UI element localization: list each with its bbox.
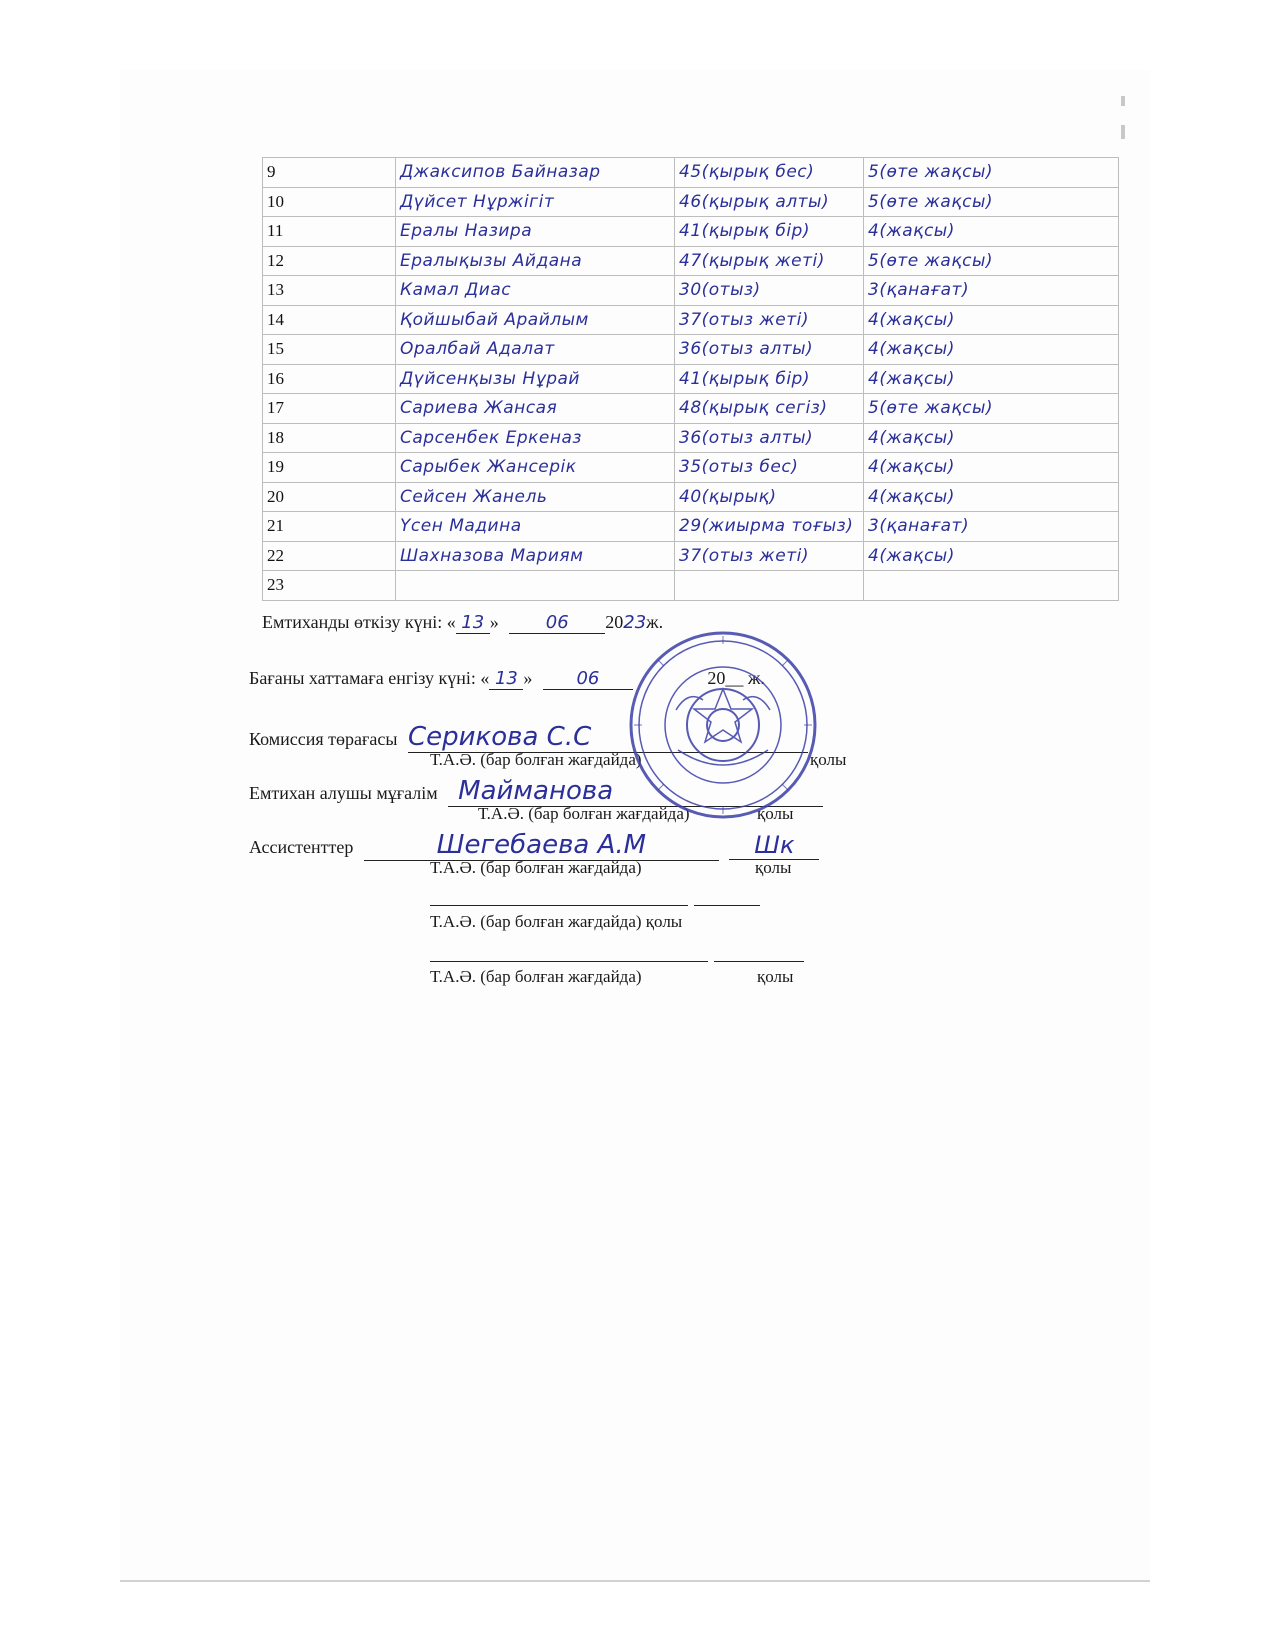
student-grade: 3(қанағат) xyxy=(864,512,1119,542)
assistants-line xyxy=(249,830,819,861)
student-name: Ералықызы Айдана xyxy=(396,246,675,276)
student-grade: 4(жақсы) xyxy=(864,305,1119,335)
student-grade: 4(жақсы) xyxy=(864,453,1119,483)
student-score: 36(отыз алты) xyxy=(675,423,864,453)
student-name: Шахназова Мариям xyxy=(396,541,675,571)
student-grade: 5(өте жақсы) xyxy=(864,394,1119,424)
student-score: 36(отыз алты) xyxy=(675,335,864,365)
table-row xyxy=(263,571,1119,601)
student-grade: 5(өте жақсы) xyxy=(864,187,1119,217)
student-score: 37(отыз жеті) xyxy=(675,305,864,335)
student-score xyxy=(675,571,864,601)
official-stamp-icon xyxy=(628,630,818,820)
blank-fio-line-2 xyxy=(430,961,708,962)
student-score: 47(қырық жеті) xyxy=(675,246,864,276)
student-name: Сейсен Жанель xyxy=(396,482,675,512)
assistant-signature: Шегебаева А.М xyxy=(364,830,719,861)
blank-sign-line-2 xyxy=(714,961,804,962)
student-grade: 4(жақсы) xyxy=(864,482,1119,512)
student-name xyxy=(396,571,675,601)
examiner-signature: Майманова xyxy=(448,776,823,807)
exam-date-year-prefix: 20 xyxy=(605,612,624,632)
row-number: 9 xyxy=(263,158,396,188)
student-grade: 3(қанағат) xyxy=(864,276,1119,306)
table-row xyxy=(263,335,1119,365)
student-name: Сариева Жансая xyxy=(396,394,675,424)
student-score: 37(отыз жеті) xyxy=(675,541,864,571)
row-number: 23 xyxy=(263,571,396,601)
exam-date-sep: » xyxy=(489,612,499,632)
student-name: Камал Диас xyxy=(396,276,675,306)
blank-fio-line xyxy=(430,905,688,906)
student-grade: 4(жақсы) xyxy=(864,364,1119,394)
row-number: 11 xyxy=(263,217,396,247)
student-name: Оралбай Адалат xyxy=(396,335,675,365)
chair-fio-caption: Т.А.Ә. (бар болған жағдайда) xyxy=(430,750,642,769)
examiner-fio-caption: Т.А.Ә. (бар болған жағдайда) xyxy=(478,804,690,823)
student-grade: 4(жақсы) xyxy=(864,541,1119,571)
student-name: Қойшыбай Арайлым xyxy=(396,305,675,335)
table-row xyxy=(263,158,1119,188)
blank-fio-caption-2: Т.А.Ә. (бар болған жағдайда) xyxy=(430,967,642,986)
blank-sign-line xyxy=(694,905,760,906)
blank-fio-caption-inline: Т.А.Ә. (бар болған жағдайда) қолы xyxy=(430,912,683,931)
row-number: 19 xyxy=(263,453,396,483)
student-grade: 5(өте жақсы) xyxy=(864,246,1119,276)
student-score: 41(қырық бір) xyxy=(675,217,864,247)
blank-sign-caption-2: қолы xyxy=(757,967,794,986)
examiner-sign-caption: қолы xyxy=(757,804,794,823)
table-row xyxy=(263,541,1119,571)
student-score: 35(отыз бес) xyxy=(675,453,864,483)
table-row xyxy=(263,394,1119,424)
table-row xyxy=(263,276,1119,306)
row-number: 22 xyxy=(263,541,396,571)
row-number: 12 xyxy=(263,246,396,276)
student-score: 41(қырық бір) xyxy=(675,364,864,394)
grade-entry-day: 13 xyxy=(489,668,523,690)
student-grade: 4(жақсы) xyxy=(864,217,1119,247)
scan-artifact xyxy=(1121,125,1125,139)
exam-date-year-suffix: 23 xyxy=(623,612,647,633)
table-row xyxy=(263,482,1119,512)
student-score: 45(қырық бес) xyxy=(675,158,864,188)
student-name: Дүйсет Нұржігіт xyxy=(396,187,675,217)
student-grade: 5(өте жақсы) xyxy=(864,158,1119,188)
chair-signature: Серикова С.С xyxy=(408,722,808,753)
table-row xyxy=(263,453,1119,483)
grade-entry-month: 06 xyxy=(543,668,633,690)
student-score: 46(қырық алты) xyxy=(675,187,864,217)
chair-sign-caption: қолы xyxy=(810,750,847,769)
table-row xyxy=(263,512,1119,542)
table-row xyxy=(263,246,1119,276)
exam-date-month: 06 xyxy=(509,612,605,634)
exam-date-line xyxy=(262,612,663,634)
student-grade: 4(жақсы) xyxy=(864,335,1119,365)
table-row xyxy=(263,423,1119,453)
row-number: 14 xyxy=(263,305,396,335)
chair-label: Комиссия төрағасы xyxy=(249,729,398,749)
table-row xyxy=(263,305,1119,335)
student-grade: 4(жақсы) xyxy=(864,423,1119,453)
grade-entry-sep: » xyxy=(523,668,533,688)
exam-date-tail: ж. xyxy=(646,612,664,632)
student-score: 48(қырық сегіз) xyxy=(675,394,864,424)
assistant-fio-caption: Т.А.Ә. (бар болған жағдайда) xyxy=(430,858,642,877)
examiner-label: Емтихан алушы мұғалім xyxy=(249,783,438,803)
student-name: Джаксипов Байназар xyxy=(396,158,675,188)
row-number: 17 xyxy=(263,394,396,424)
student-score: 30(отыз) xyxy=(675,276,864,306)
student-score: 40(қырық) xyxy=(675,482,864,512)
table-row xyxy=(263,364,1119,394)
assistants-label: Ассистенттер xyxy=(249,837,354,857)
table-row xyxy=(263,217,1119,247)
student-name: Дүйсенқызы Нұрай xyxy=(396,364,675,394)
grade-entry-label: Бағаны хаттамаға енгізу күні: « xyxy=(249,668,490,688)
exam-date-label: Емтиханды өткізу күні: « xyxy=(262,612,456,632)
table-row xyxy=(263,187,1119,217)
student-name: Ералы Назира xyxy=(396,217,675,247)
row-number: 10 xyxy=(263,187,396,217)
grades-table xyxy=(262,157,1119,601)
grade-entry-year: 20__ ж. xyxy=(707,668,765,688)
row-number: 18 xyxy=(263,423,396,453)
student-score: 29(жиырма тоғыз) xyxy=(675,512,864,542)
student-grade xyxy=(864,571,1119,601)
assistant-sign-caption: қолы xyxy=(755,858,792,877)
row-number: 21 xyxy=(263,512,396,542)
student-name: Сарсенбек Еркеназ xyxy=(396,423,675,453)
row-number: 20 xyxy=(263,482,396,512)
row-number: 13 xyxy=(263,276,396,306)
student-name: Сарыбек Жансерік xyxy=(396,453,675,483)
exam-date-day: 13 xyxy=(456,612,490,634)
row-number: 16 xyxy=(263,364,396,394)
scan-artifact xyxy=(1121,96,1125,106)
assistant-initials: Шк xyxy=(729,831,819,860)
student-name: Үсен Мадина xyxy=(396,512,675,542)
row-number: 15 xyxy=(263,335,396,365)
